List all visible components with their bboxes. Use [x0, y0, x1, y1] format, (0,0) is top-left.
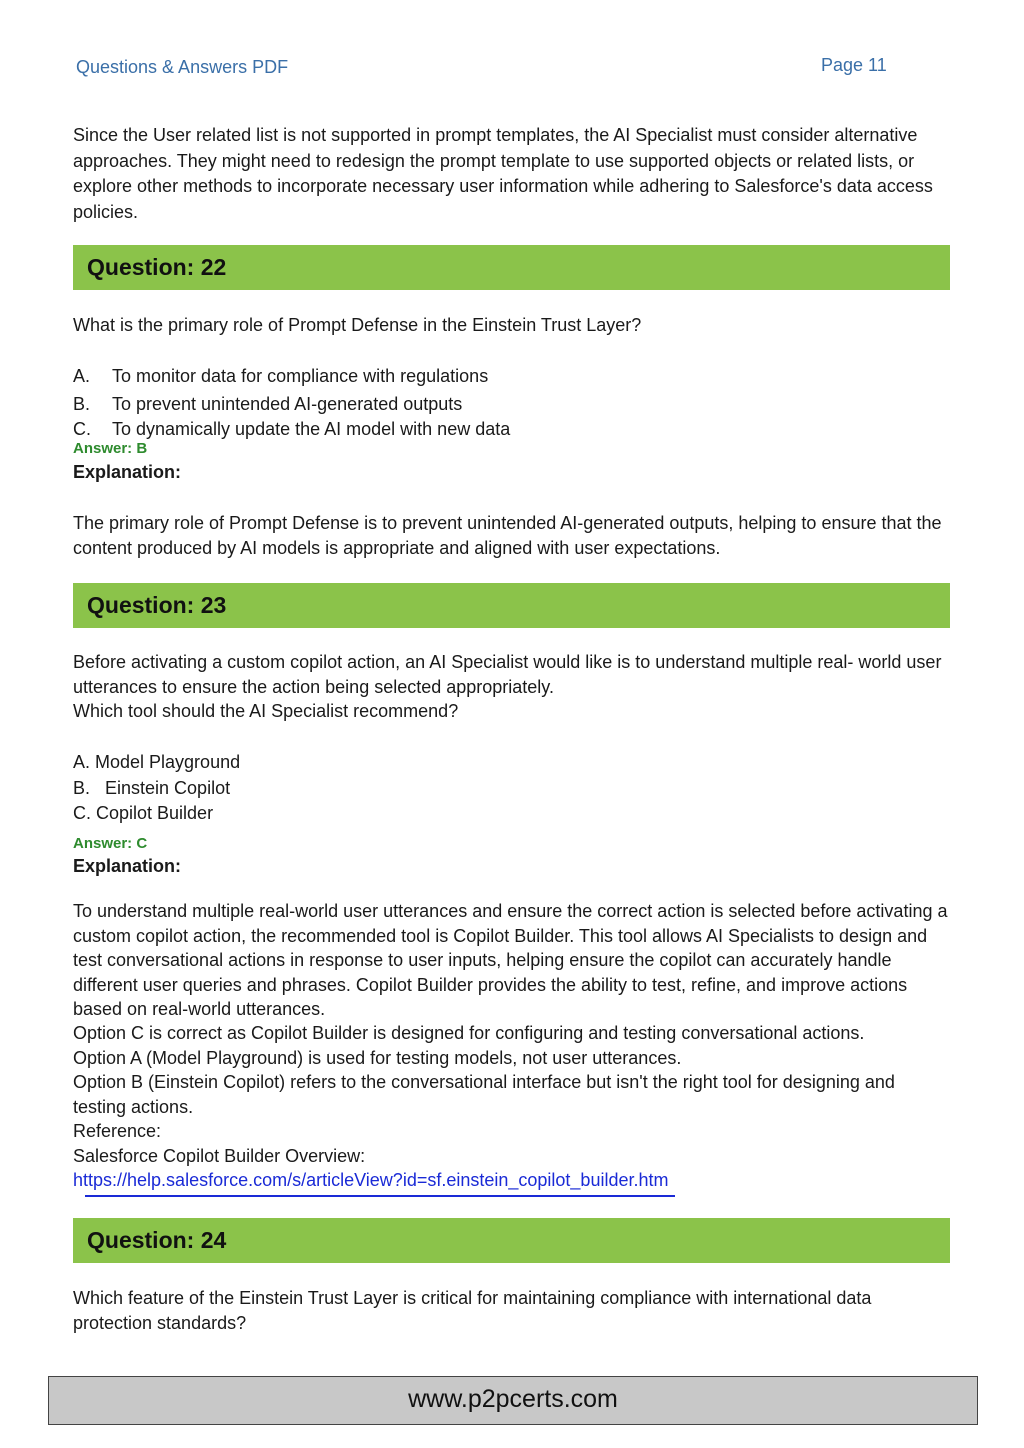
- reference-title: Salesforce Copilot Builder Overview:: [73, 1146, 366, 1166]
- question-22-heading: Question: 22: [73, 245, 950, 290]
- question-22-text: What is the primary role of Prompt Defense in the Einstein Trust Layer?: [73, 315, 642, 335]
- option-text: To prevent unintended AI-generated outputs: [112, 394, 463, 414]
- question-22-explanation-label: Explanation:: [73, 462, 182, 482]
- question-23-option-c: C. Copilot Builder: [73, 803, 214, 823]
- question-24-text: Which feature of the Einstein Trust Layer is critical for maintaining compliance with international data protection standards?: [73, 1288, 872, 1333]
- option-text: To dynamically update the AI model with new data: [112, 419, 511, 439]
- question-23-option-c-note: Option C is correct as Copilot Builder is designed for configuring and testing conversational actions.: [73, 1023, 865, 1043]
- reference-link[interactable]: https://help.salesforce.com/s/articleView?id=sf.einstein_copilot_builder.htm: [73, 1170, 669, 1190]
- question-23-option-b-note: Option B (Einstein Copilot) refers to the conversational interface but isn't the right tool for designing and testing actions.: [73, 1072, 895, 1117]
- question-23-prompt: Which tool should the AI Specialist recommend?: [73, 701, 459, 721]
- question-23-text: Before activating a custom copilot action, an AI Specialist would like is to understand multiple real- world user utterances to ensure the action being selected appropriately.: [73, 652, 942, 697]
- footer-url: www.p2pcerts.com: [48, 1376, 978, 1425]
- question-22-option-c: [73, 418, 510, 440]
- option-letter: C.: [73, 419, 91, 439]
- question-23-answer: Answer: C: [73, 835, 148, 852]
- question-23-explanation-label: Explanation:: [73, 856, 182, 876]
- question-23-explanation: To understand multiple real-world user utterances and ensure the correct action is selected before activating a custom copilot action, the recommended tool is Copilot Builder. This tool allows AI Specialists to design and test conversational actions in response to user inputs, helping ensure the copilot can accurately handle different user queries and phrases. Copilot Builder provides the ability to test, refine, and improve actions based on real-world utterances.: [73, 901, 948, 1019]
- question-23-option-a: A. Model Playground: [73, 752, 241, 772]
- question-24-heading: Question: 24: [73, 1218, 950, 1263]
- question-22-answer: Answer: B: [73, 440, 148, 457]
- option-letter: B.: [73, 394, 91, 414]
- question-22-option-b: [73, 393, 462, 415]
- question-22-option-a: [73, 365, 488, 387]
- header-title: Questions & Answers PDF: [76, 57, 289, 77]
- page-number: Page 11: [821, 55, 887, 75]
- intro-paragraph: Since the User related list is not supported in prompt templates, the AI Specialist must consider alternative approaches. They might need to redesign the prompt template to use supported objects or related lists, or explore other methods to incorporate necessary user information while adhering to Salesforce's data access policies.: [73, 125, 933, 222]
- question-22-explanation: The primary role of Prompt Defense is to prevent unintended AI-generated outputs, helping to ensure that the content produced by AI models is appropriate and aligned with user expectations.: [73, 513, 942, 558]
- question-23-heading: Question: 23: [73, 583, 950, 628]
- question-23-option-a-note: Option A (Model Playground) is used for testing models, not user utterances.: [73, 1048, 682, 1068]
- option-text: To monitor data for compliance with regulations: [112, 366, 489, 386]
- question-23-option-b: B. Einstein Copilot: [73, 778, 231, 798]
- option-letter: A.: [73, 366, 91, 386]
- link-underline: [85, 1195, 675, 1197]
- reference-label: Reference:: [73, 1121, 162, 1141]
